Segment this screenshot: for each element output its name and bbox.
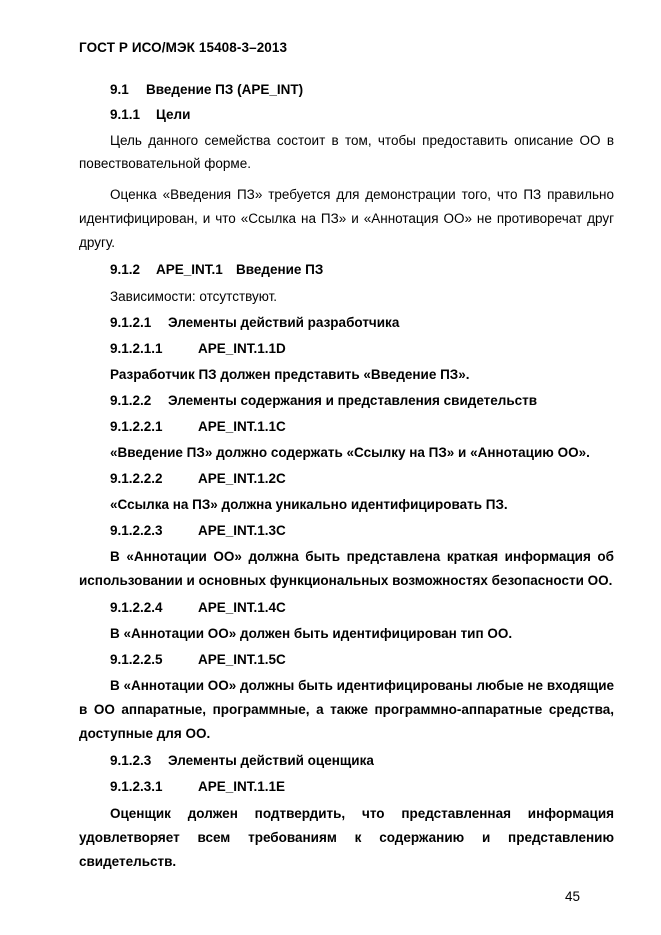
element-code: APE_INT.1.1D (198, 341, 286, 356)
element-number: 9.1.2.1.1 (110, 341, 163, 356)
section-title: Элементы содержания и представления свидетельств (168, 393, 538, 408)
element-code: APE_INT.1.5C (198, 652, 286, 667)
section-number: 9.1.1 (110, 107, 141, 122)
element-number: 9.1.2.2.2 (110, 471, 163, 486)
element-text-line: использовании и основных функциональных возможностях безопасности ОО. (79, 573, 613, 588)
section-title: Введение ПЗ (236, 262, 324, 277)
element-text-line: доступные для ОО. (79, 726, 211, 741)
paragraph-line: Цель данного семейства состоит в том, чтобы предоставить описание ОО в (110, 133, 614, 148)
element-heading (110, 774, 285, 800)
element-number: 9.1.2.2.3 (110, 523, 163, 538)
section-number: 9.1 (110, 82, 129, 97)
element-heading (110, 647, 286, 673)
element-code: APE_INT.1.1E (198, 779, 286, 794)
element-heading (110, 466, 286, 492)
element-code: APE_INT.1.4C (198, 600, 286, 615)
section-heading-9-1-2-2 (110, 388, 537, 414)
element-number: 9.1.2.2.1 (110, 419, 163, 434)
paragraph-line: идентифицирован, и что «Ссылка на ПЗ» и «Аннотация ОО» не противоречат друг (79, 211, 614, 226)
paragraph-line: Оценка «Введения ПЗ» требуется для демонстрации того, что ПЗ правильно (110, 187, 614, 202)
element-code: APE_INT.1.3C (198, 523, 286, 538)
element-text-line: свидетельств. (79, 854, 177, 869)
section-title: Цели (156, 107, 191, 122)
element-text-line: В «Аннотации ОО» должны быть идентифицированы любые не входящие (110, 678, 614, 693)
element-text-line: В «Аннотации ОО» должна быть представлена краткая информация об (110, 549, 614, 564)
section-number: 9.1.2.2 (110, 393, 152, 408)
element-code: APE_INT.1.1C (198, 419, 286, 434)
section-heading-9-1-2-3 (110, 748, 374, 774)
element-code: APE_INT.1.2C (198, 471, 286, 486)
section-number: 9.1.2 (110, 262, 141, 277)
element-text: В «Аннотации ОО» должен быть идентифицирован тип ОО. (110, 626, 513, 641)
paragraph-line: другу. (79, 235, 116, 250)
component-code: APE_INT.1 (156, 262, 223, 277)
section-number: 9.1.2.3 (110, 753, 152, 768)
section-title: Элементы действий оценщика (168, 753, 374, 768)
element-text: «Введение ПЗ» должно содержать «Ссылку на ПЗ» и «Аннотацию ОО». (110, 445, 590, 460)
element-text-line: Оценщик должен подтвердить, что представленная информация (110, 806, 614, 821)
section-number: 9.1.2.1 (110, 315, 152, 330)
element-text: «Ссылка на ПЗ» должна уникально идентифицировать ПЗ. (110, 497, 508, 512)
element-number: 9.1.2.2.5 (110, 652, 163, 667)
section-heading-9-1-2 (110, 257, 323, 283)
section-heading-9-1-1 (110, 102, 190, 128)
element-number: 9.1.2.2.4 (110, 600, 163, 615)
element-heading (110, 595, 286, 621)
paragraph-line: повествовательной форме. (79, 156, 251, 171)
element-number: 9.1.2.3.1 (110, 779, 163, 794)
page-number: 45 (565, 889, 581, 904)
element-text-line: в ОО аппаратные, программные, а также программно-аппаратные средства, (79, 702, 614, 717)
element-text: Разработчик ПЗ должен представить «Введение ПЗ». (110, 367, 470, 382)
section-title: Введение ПЗ (APE_INT) (146, 82, 304, 97)
section-heading-9-1-2-1 (110, 310, 399, 336)
section-title: Элементы действий разработчика (168, 315, 400, 330)
element-heading (110, 414, 286, 440)
element-heading (110, 518, 286, 544)
element-heading (110, 336, 286, 362)
document-header: ГОСТ Р ИСО/МЭК 15408-3–2013 (79, 40, 288, 55)
element-text-line: удовлетворяет всем требованиям к содержанию и представлению (79, 830, 614, 845)
dependencies-text: Зависимости: отсутствуют. (110, 289, 278, 304)
section-heading-9-1 (110, 77, 303, 103)
